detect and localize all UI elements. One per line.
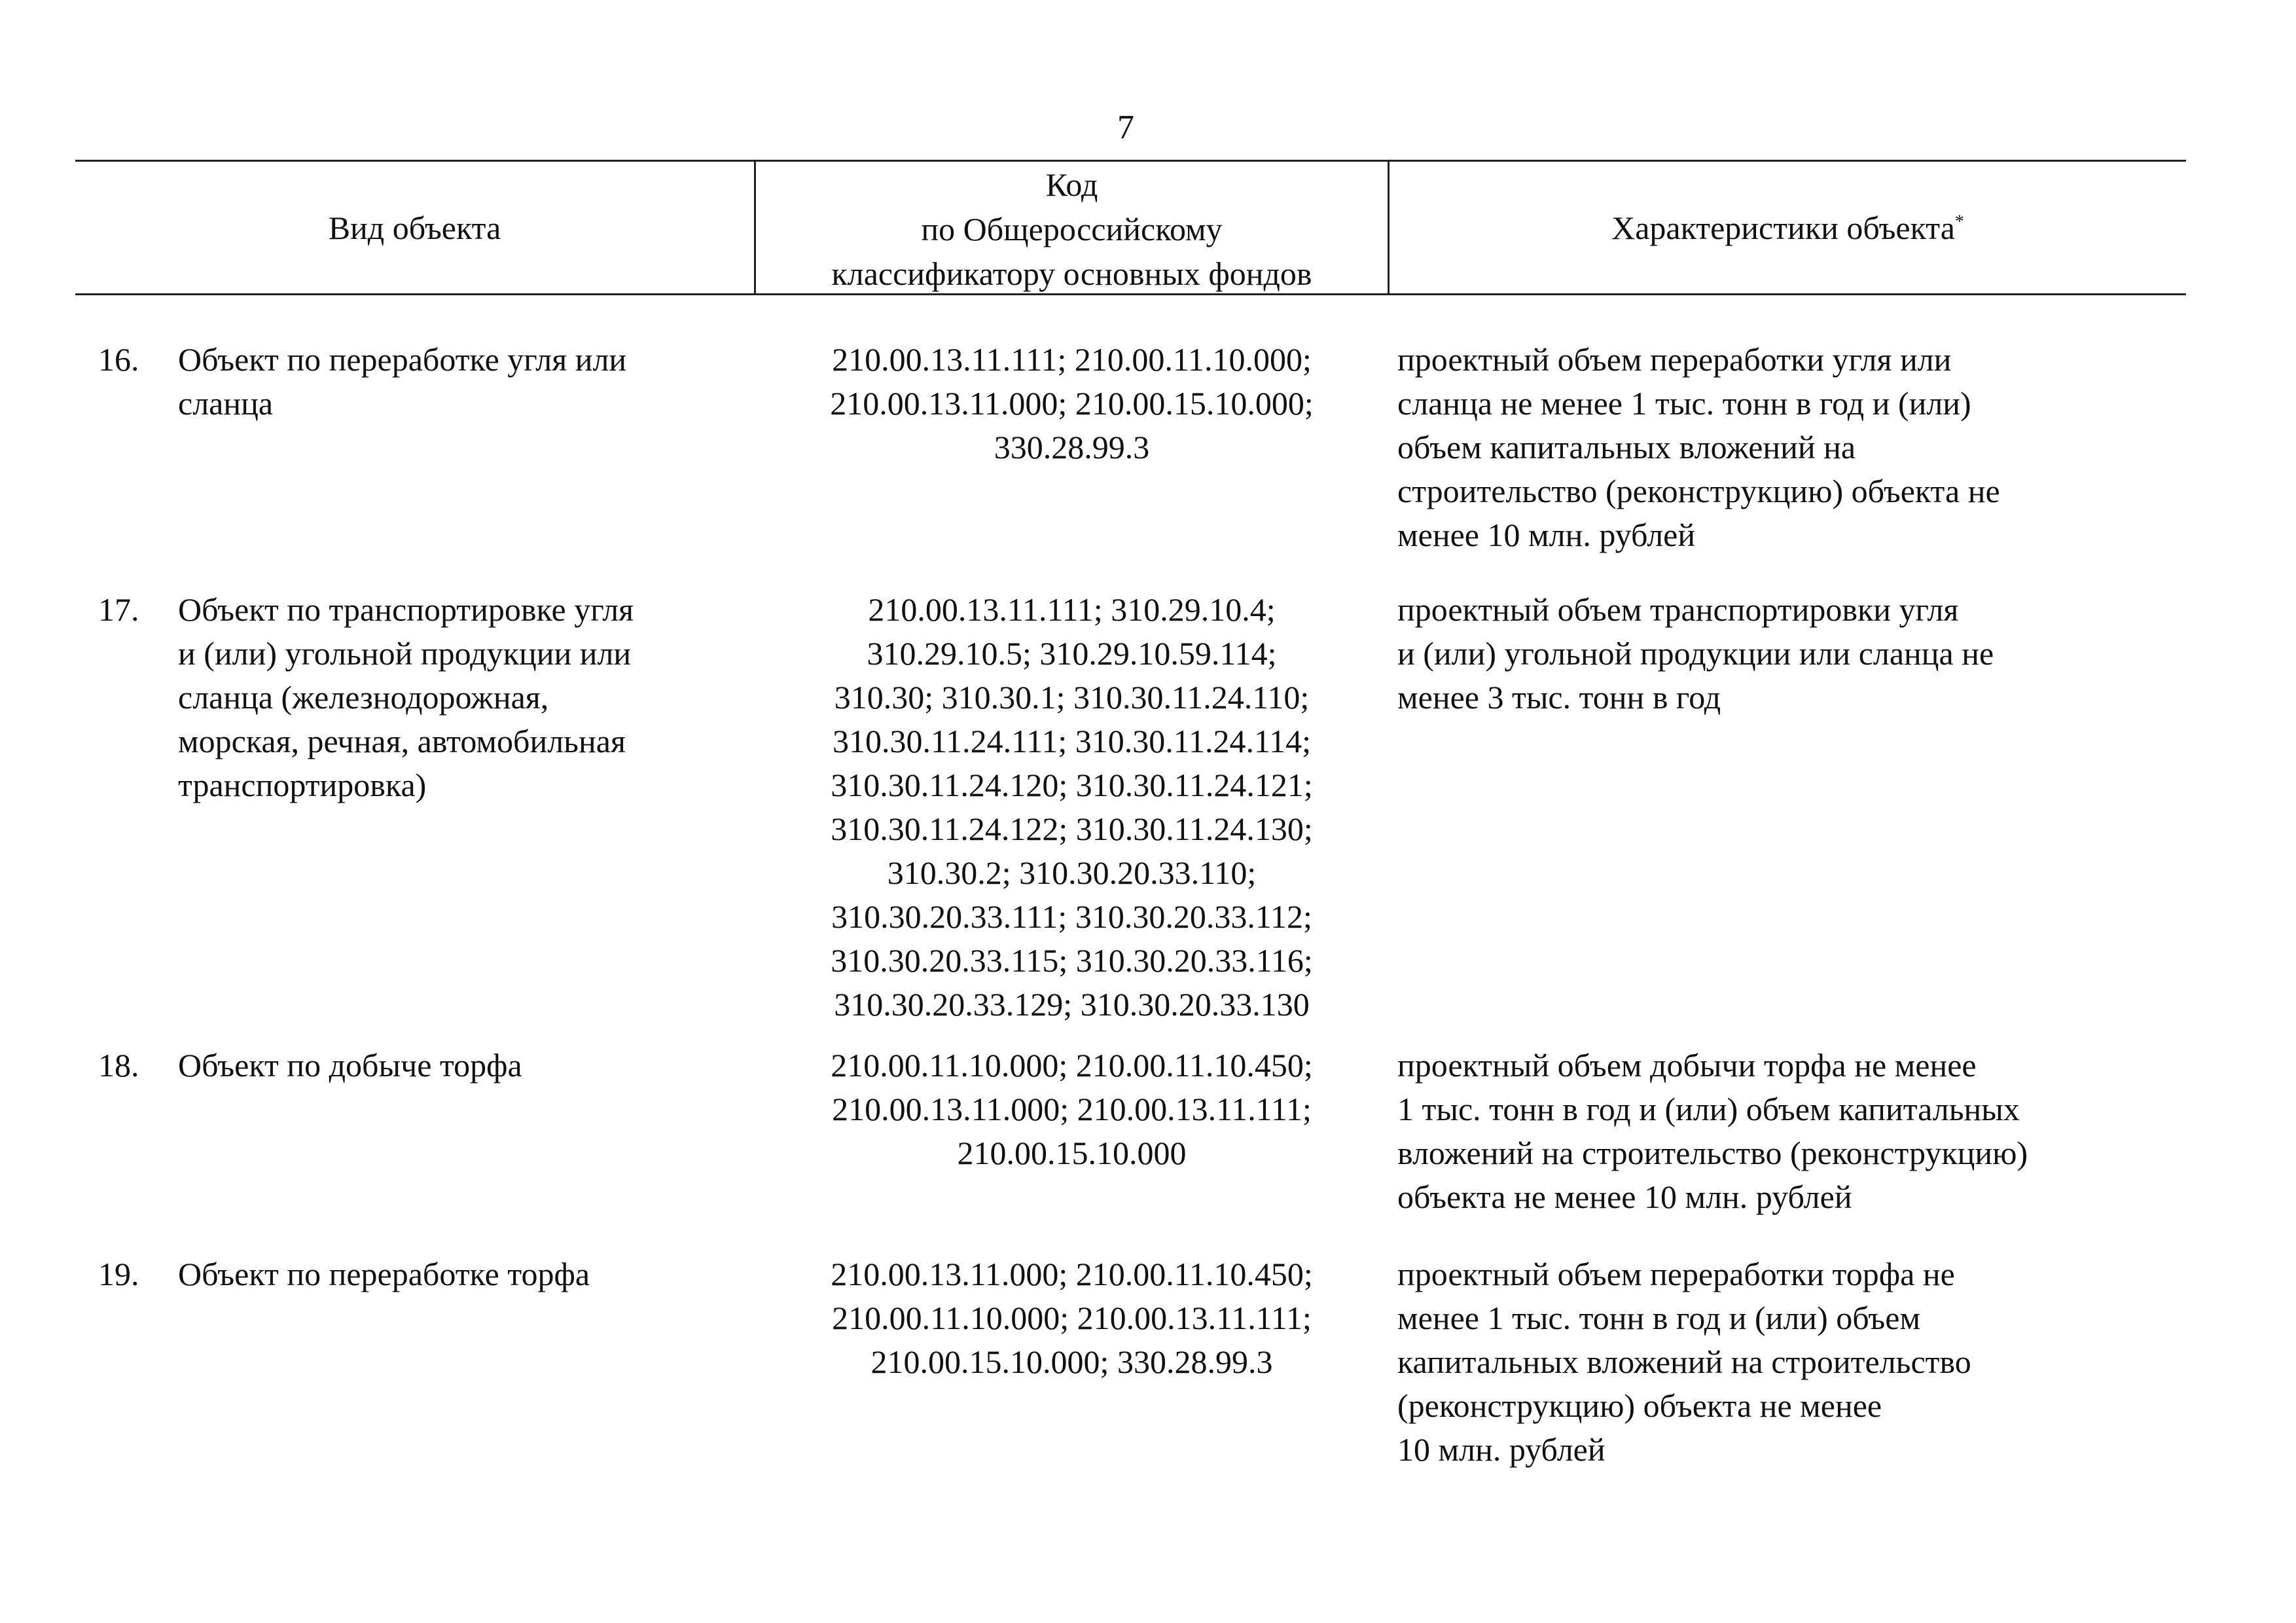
characteristic-line: капитальных вложений на строительство [1397,1343,1971,1380]
object-name [178,338,741,426]
header-code-line: классификатору основных фондов [831,255,1312,292]
header-characteristics [1390,206,2186,250]
row-number: 17. [98,591,139,628]
object-name-line: Объект по переработке угля или [178,341,627,378]
code-line: 310.30.20.33.129; 310.30.20.33.130 [834,986,1310,1023]
object-name-line: Объект по транспортировке угля [178,591,634,628]
table-top-rule [75,160,2186,162]
code-line: 210.00.15.10.000; 330.28.99.3 [870,1343,1273,1380]
object-name-line: Объект по добыче торфа [178,1047,522,1084]
characteristic-line: проектный объем переработки угля или [1397,341,1952,378]
code-line: 310.30.11.24.122; 310.30.11.24.130; [831,811,1313,847]
code-line: 210.00.13.11.000; 210.00.15.10.000; [830,385,1314,422]
header-code-line: по Общероссийскому [921,211,1223,247]
code-line: 310.30.2; 310.30.20.33.110; [887,854,1257,891]
characteristic-line: менее 1 тыс. тонн в год и (или) объем [1397,1300,1921,1336]
row-number: 16. [98,341,139,378]
object-name [178,1252,741,1296]
object-name-line: и (или) угольной продукции или [178,635,632,672]
header-characteristics-label: Характеристики объекта [1611,210,1955,246]
characteristic-line: сланца не менее 1 тыс. тонн в год и (или) [1397,385,1971,422]
object-name [178,588,741,807]
characteristic-line: проектный объем транспортировки угля [1397,591,1959,628]
characteristic-line: менее 3 тыс. тонн в год [1397,679,1721,716]
characteristic-line: 10 млн. рублей [1397,1431,1605,1468]
characteristic-line: проектный объем переработки торфа не [1397,1256,1955,1292]
row-number: 18. [98,1047,139,1084]
characteristic-line: менее 10 млн. рублей [1397,517,1696,553]
code-line: 210.00.13.11.000; 210.00.11.10.450; [831,1256,1313,1292]
footnote-mark: * [1954,211,1964,232]
code-line: 210.00.11.10.000; 210.00.11.10.450; [831,1047,1313,1084]
object-codes [759,1252,1384,1384]
code-line: 330.28.99.3 [994,429,1150,465]
code-line: 310.30.11.24.120; 310.30.11.24.121; [831,767,1313,803]
object-codes [759,338,1384,469]
object-name-line: морская, речная, автомобильная [178,723,626,759]
code-line: 210.00.11.10.000; 210.00.13.11.111; [832,1300,1312,1336]
characteristic-line: (реконструкцию) объекта не менее [1397,1387,1882,1424]
characteristic-line: вложений на строительство (реконструкцию) [1397,1135,2028,1171]
header-code [756,162,1388,296]
characteristic-line: объем капитальных вложений на [1397,429,1856,465]
code-line: 210.00.13.11.111; 210.00.11.10.000; [832,341,1312,378]
header-object-type: Вид объекта [328,210,501,246]
object-characteristics [1397,588,2179,720]
code-line: 210.00.13.11.000; 210.00.13.11.111; [832,1091,1312,1127]
object-characteristics [1397,1044,2179,1219]
header-code-line: Код [1045,166,1098,203]
characteristic-line: строительство (реконструкцию) объекта не [1397,473,2000,509]
code-line: 310.30.20.33.115; 310.30.20.33.116; [831,942,1313,979]
characteristic-line: проектный объем добычи торфа не менее [1397,1047,1977,1084]
object-name-line: сланца (железнодорожная, [178,679,549,716]
code-line: 310.29.10.5; 310.29.10.59.114; [867,635,1277,672]
code-line: 310.30; 310.30.1; 310.30.11.24.110; [834,679,1310,716]
object-name [178,1044,741,1087]
object-codes [759,588,1384,1027]
code-line: 310.30.11.24.111; 310.30.11.24.114; [832,723,1311,759]
object-characteristics [1397,338,2179,557]
object-name-line: Объект по переработке торфа [178,1256,590,1292]
row-number: 19. [98,1256,139,1292]
object-characteristics [1397,1252,2179,1472]
code-line: 210.00.15.10.000 [957,1135,1187,1171]
object-name-line: сланца [178,385,274,422]
characteristic-line: и (или) угольной продукции или сланца не [1397,635,1994,672]
object-codes [759,1044,1384,1175]
code-line: 210.00.13.11.111; 310.29.10.4; [868,591,1276,628]
page-number: 7 [1117,109,1134,146]
code-line: 310.30.20.33.111; 310.30.20.33.112; [831,898,1312,935]
object-name-line: транспортировка) [178,767,427,803]
characteristic-line: объекта не менее 10 млн. рублей [1397,1178,1852,1215]
characteristic-line: 1 тыс. тонн в год и (или) объем капитальных [1397,1091,2020,1127]
